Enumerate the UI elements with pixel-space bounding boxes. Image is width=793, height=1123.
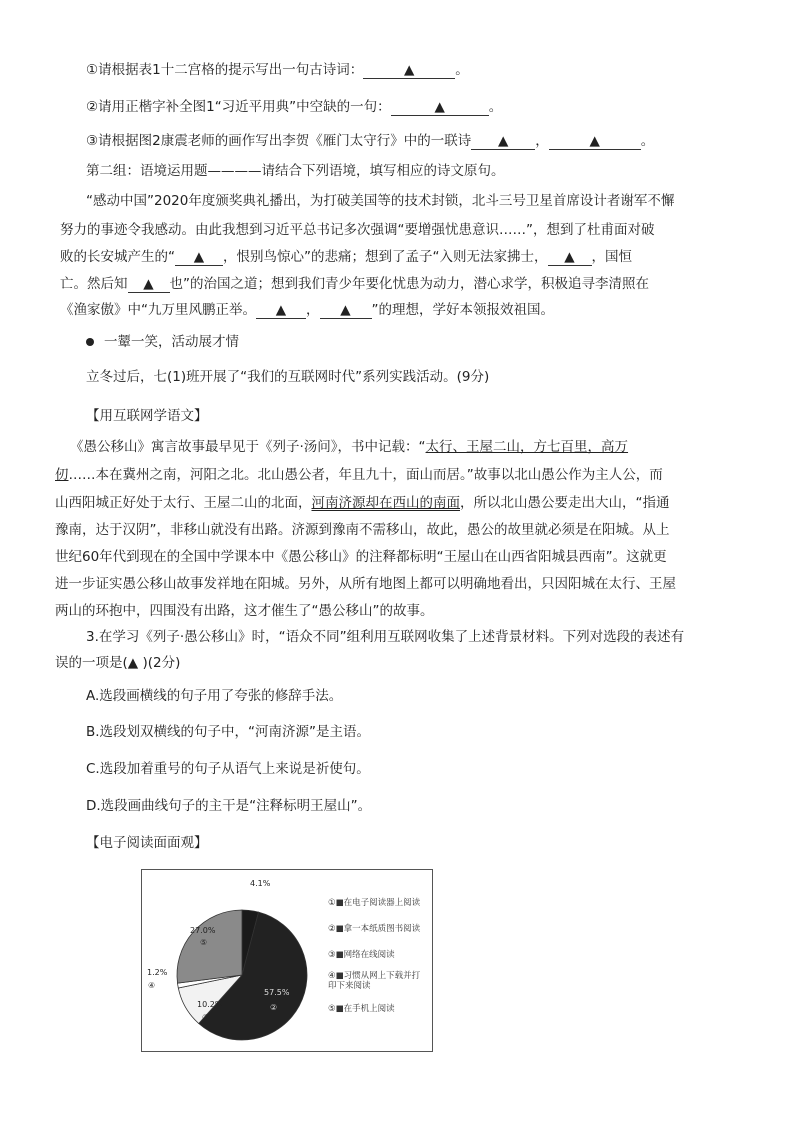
pie-data-label: 10.2% xyxy=(197,1000,223,1009)
answer-blank[interactable]: ▲ xyxy=(320,302,372,319)
q1-text: ①请根据表1十二宫格的提示写出一句古诗词： xyxy=(86,62,364,78)
section-intro: 立冬过后，七(1)班开展了“我们的互联网时代”系列实践活动。(9分) xyxy=(86,369,490,385)
section-heading-text: 一颦一笑，活动展才情 xyxy=(104,334,239,350)
group2-paragraph-line xyxy=(60,300,554,320)
pie-slice-marker: ② xyxy=(270,1003,278,1012)
text-segment: 山西阳城正好处于太行、王屋二山的北面， xyxy=(55,495,312,511)
underlined-sentence: 太行、王屋二山，方七百里，高万 xyxy=(425,439,629,455)
q3-text: ③请根据图2康震老师的画作写出李贺《雁门太守行》中的一联诗 xyxy=(86,133,472,149)
pie-slice-marker: ④ xyxy=(148,981,156,990)
subsection-title: 【用互联网学语文】 xyxy=(86,408,208,424)
question3-stem: 3.在学习《列子·愚公移山》时，“语众不同”组利用互联网收集了上述背景材料。下列对选段的表述有 xyxy=(86,629,685,645)
text-segment: ，国恒 xyxy=(591,249,632,265)
group2-paragraph-line xyxy=(60,274,649,294)
option-d[interactable]: D.选段画曲线句子的主干是“注释标明王屋山”。 xyxy=(86,798,372,814)
q2-text: ②请用正楷字补全图1“习近平用典”中空缺的一句： xyxy=(86,99,391,115)
text-segment: 《渔家傲》中“九万里风鹏正举。 xyxy=(60,302,256,318)
bullet-dot-icon xyxy=(86,338,94,346)
passage-line xyxy=(70,437,628,457)
q1-suffix: 。 xyxy=(455,62,469,78)
group2-paragraph-line xyxy=(60,247,632,267)
underlined-sentence: 仞 xyxy=(55,467,69,483)
answer-blank[interactable]: ▲ xyxy=(391,99,489,116)
double-underlined-sentence: 却在西山的南面 xyxy=(365,495,460,511)
text-segment: ……本在冀州之南，河阳之北。北山愚公者，年且九十，面山而居。”故事以北山愚公作为主人公，而 xyxy=(68,467,663,483)
subsection-title: 【电子阅读面面观】 xyxy=(86,835,208,851)
text-segment: 亡。然后知 xyxy=(60,276,128,292)
q3-suffix: 。 xyxy=(640,133,655,149)
answer-blank[interactable]: ▲ xyxy=(128,276,170,293)
section-heading xyxy=(86,332,239,352)
text-segment: ，恨别鸟惊心”的悲痛；想到了孟子“入则无法家拂士， xyxy=(223,249,548,265)
pie-data-label: 57.5% xyxy=(264,988,290,997)
passage-line: 两山的环抱中，四围没有出路，这才催生了“愚公移山”的故事。 xyxy=(55,603,434,619)
answer-blank[interactable]: ▲ xyxy=(471,133,535,150)
text-segment: 《愚公移山》寓言故事最早见于《列子·汤问》，书中记载：“ xyxy=(70,439,426,455)
passage-line: 世纪60年代到现在的全国中学课本中《愚公移山》的注释都标明“王屋山在山西省阳城县西南”。这就更 xyxy=(55,549,667,565)
passage-line: 进一步证实愚公移山故事发祥地在阳城。另外，从所有地图上都可以明确地看出，只因阳城在太行、王屋 xyxy=(55,576,676,592)
question-1 xyxy=(86,60,469,80)
pie-data-label: 27.0% xyxy=(190,926,216,935)
legend-item: ③■网络在线阅读 xyxy=(328,950,395,960)
question-3 xyxy=(86,131,654,151)
double-underlined-sentence: 河南济源 xyxy=(311,495,366,511)
answer-blank[interactable]: ▲ xyxy=(363,62,455,79)
text-segment: 败的长安城产生的“ xyxy=(60,249,175,265)
legend-item: ④■习惯从网上下载并打印下来阅读 xyxy=(328,971,421,991)
group2-paragraph-line: 努力的事迹令我感动。由此我想到习近平总书记多次强调“要增强忧患意识……”，想到了杜甫面对破 xyxy=(60,222,655,238)
pie-data-label: 4.1% xyxy=(250,879,271,888)
option-b[interactable]: B.选段划双横线的句子中，“河南济源”是主语。 xyxy=(86,724,371,740)
q2-suffix: 。 xyxy=(488,99,503,115)
passage-line xyxy=(55,493,670,513)
group2-paragraph-line: “感动中国”2020年度颁奖典礼播出，为打破美国等的技术封锁，北斗三号卫星首席设计者谢军不懈 xyxy=(86,193,675,209)
answer-blank[interactable]: ▲ xyxy=(256,302,306,319)
pie-slice-marker: ③ xyxy=(202,1013,210,1022)
legend-item: ②■拿一本纸质图书阅读 xyxy=(328,924,421,934)
text-segment: 也”的治国之道；想到我们青少年要化忧患为动力，潜心求学，积极追寻李清照在 xyxy=(169,276,649,292)
reading-survey-pie-chart xyxy=(141,869,433,1052)
q3-sep: ， xyxy=(535,133,549,149)
pie-slice xyxy=(177,910,242,983)
answer-blank[interactable]: ▲ xyxy=(175,249,223,266)
legend-item: ⑤■在手机上阅读 xyxy=(328,1004,395,1014)
question-2 xyxy=(86,97,502,117)
text-segment: ， xyxy=(306,302,320,318)
pie-slice-marker: ⑤ xyxy=(200,938,208,947)
pie-slice-marker: ① xyxy=(250,903,258,912)
question3-stem: 误的一项是(▲ )(2分) xyxy=(55,655,181,671)
answer-blank[interactable]: ▲ xyxy=(549,133,641,150)
legend-item: ①■在电子阅读器上阅读 xyxy=(328,898,421,908)
option-c[interactable]: C.选段加着重号的句子从语气上来说是祈使句。 xyxy=(86,761,370,777)
passage-line: 豫南，达于汉阴”，非移山就没有出路。济源到豫南不需移山，故此，愚公的故里就必须是在阳城。从上 xyxy=(55,522,670,538)
passage-line xyxy=(55,465,663,485)
group2-title: 第二组：语境运用题————请结合下列语境，填写相应的诗文原句。 xyxy=(86,163,505,179)
answer-blank[interactable]: ▲ xyxy=(548,249,592,266)
option-a[interactable]: A.选段画横线的句子用了夸张的修辞手法。 xyxy=(86,688,343,704)
text-segment: ”的理想，学好本领报效祖国。 xyxy=(371,302,554,318)
text-segment: ，所以北山愚公要走出大山，“指通 xyxy=(460,495,670,511)
pie-data-label: 1.2% xyxy=(147,968,168,977)
